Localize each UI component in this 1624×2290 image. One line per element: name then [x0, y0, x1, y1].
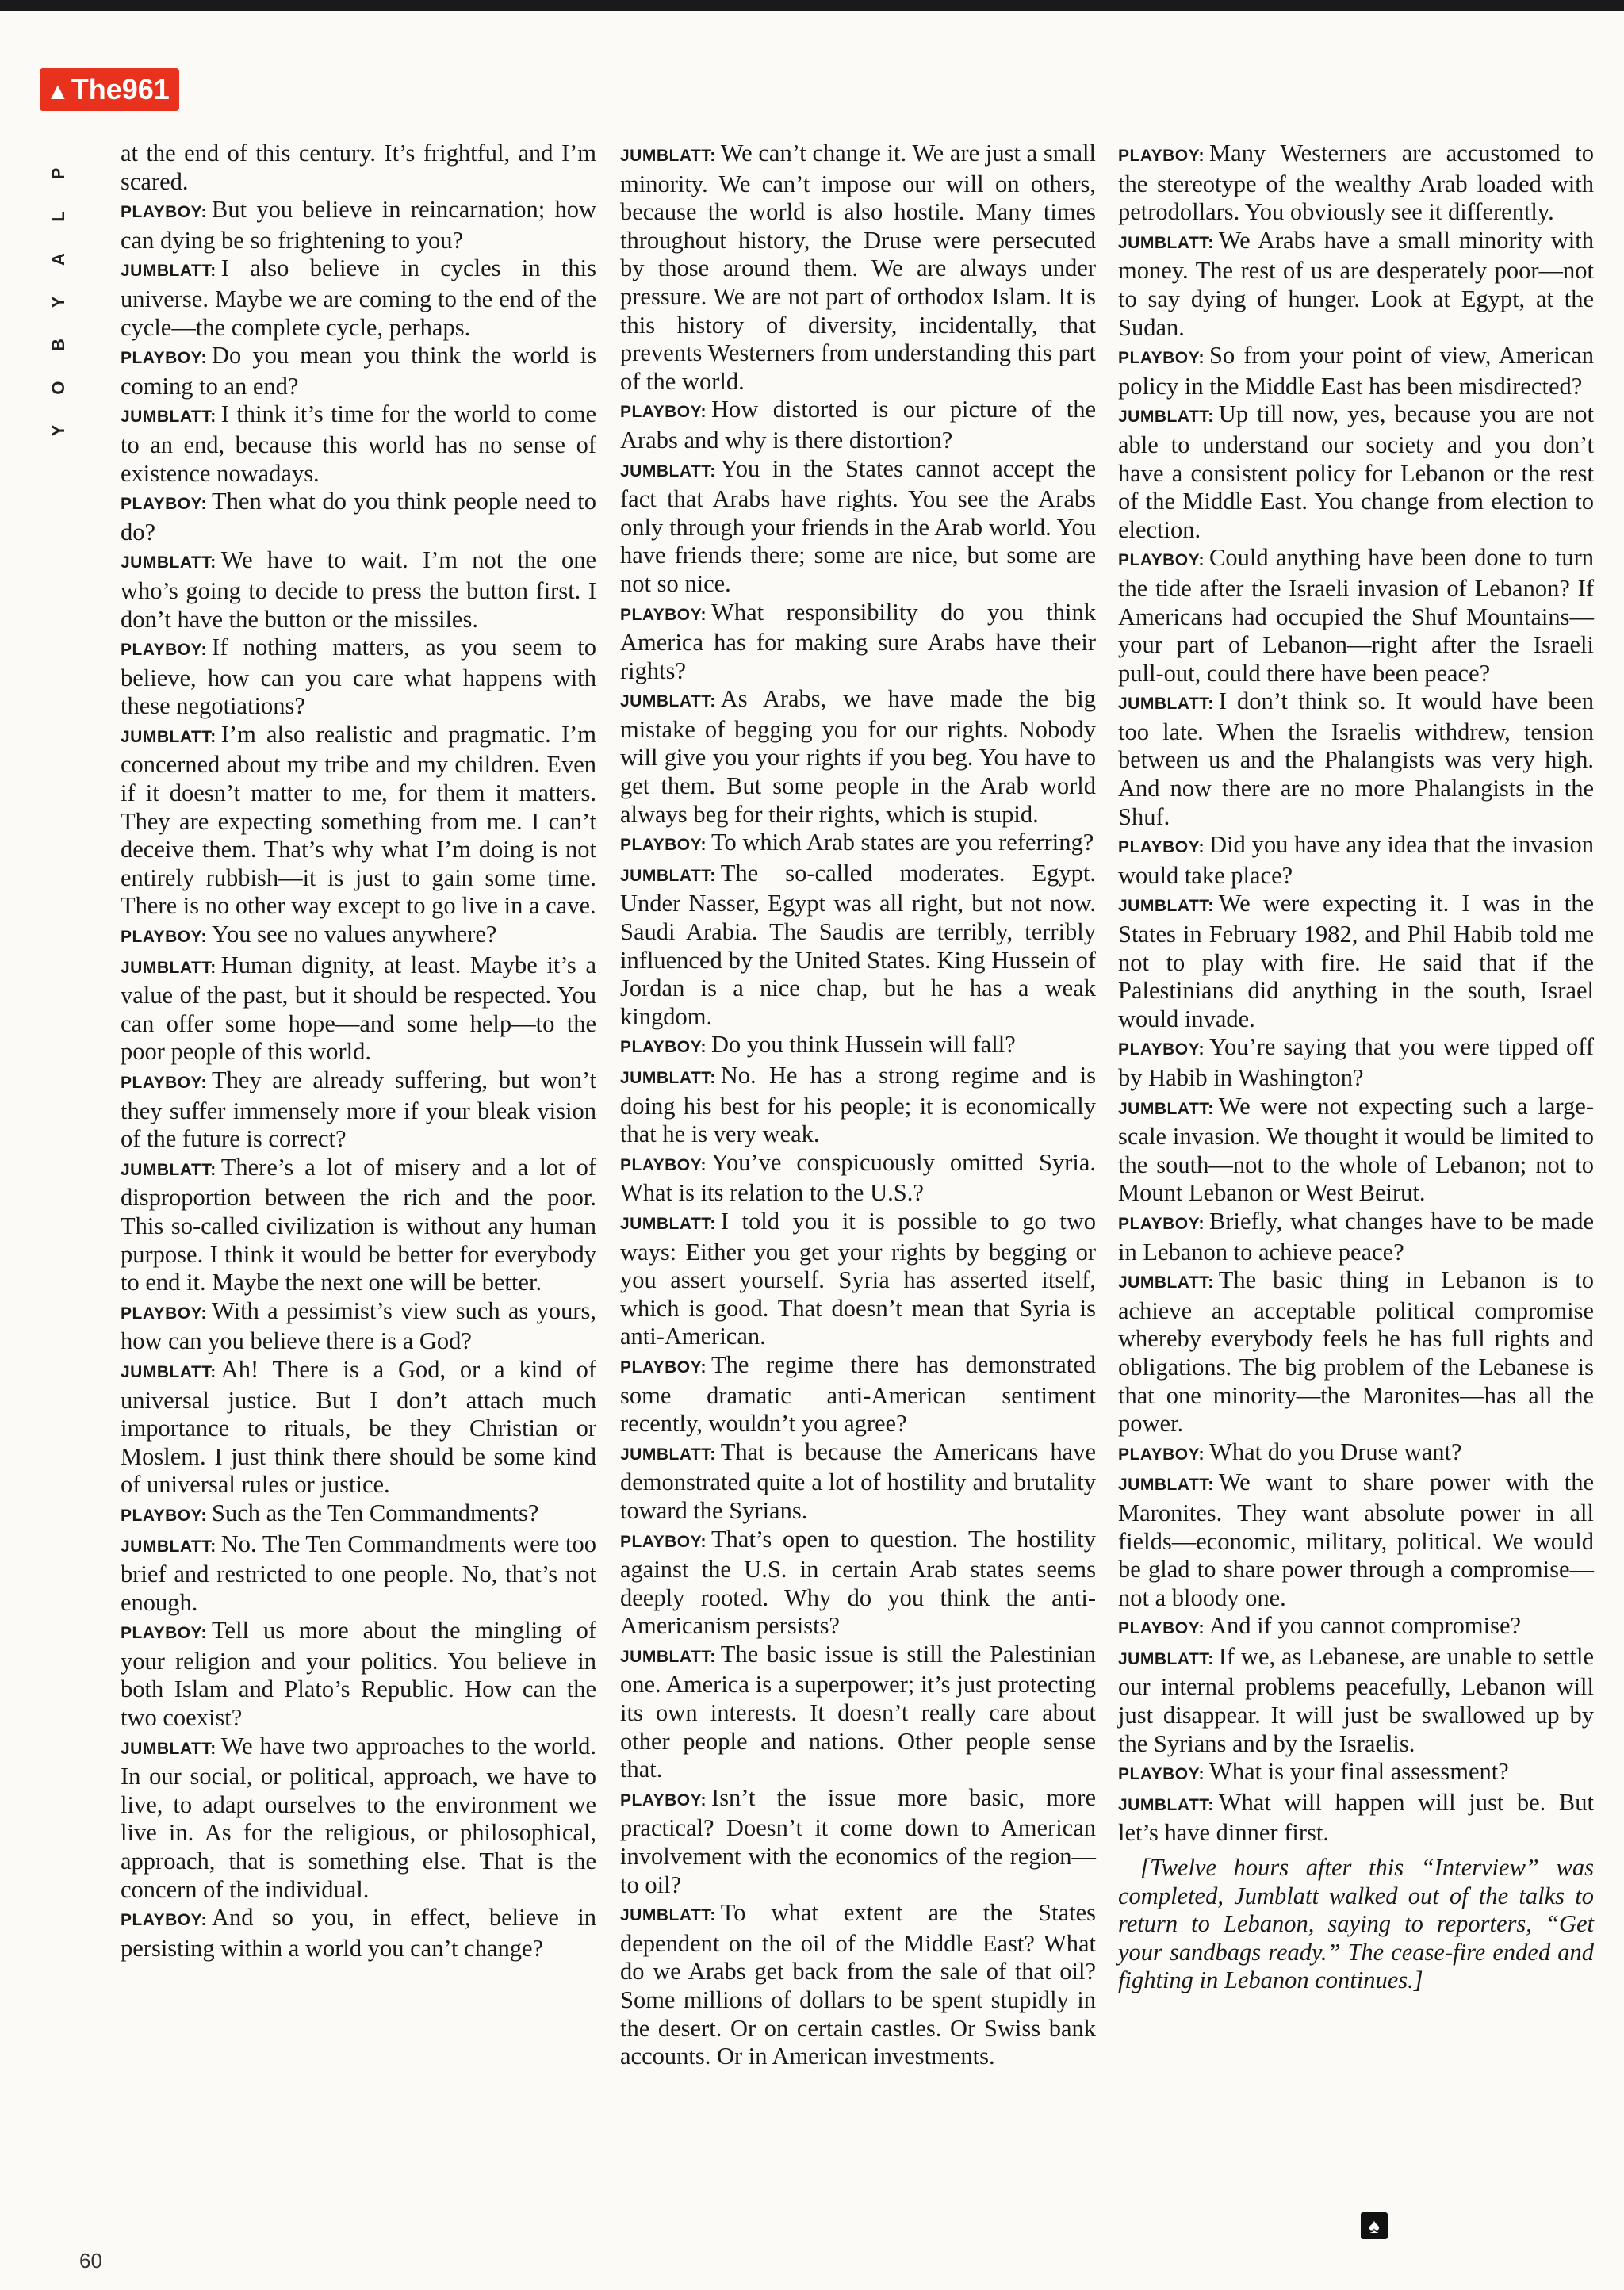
speaker-label: JUMBLATT: — [1118, 695, 1214, 714]
speaker-label: JUMBLATT: — [121, 958, 216, 977]
paragraph-text: I also believe in cycles in this universe. Maybe we are coming to the end of the cycle—the complete cycle, perhaps. — [121, 255, 596, 341]
cedar-icon: ▲ — [46, 79, 70, 105]
paragraph-text: What will happen will just be. But let’s have dinner first. — [1118, 1788, 1594, 1847]
interview-paragraph — [1118, 1469, 1594, 1612]
interview-paragraph — [1118, 1438, 1594, 1469]
vertical-label-letter: Y — [48, 424, 68, 437]
interview-paragraph — [620, 599, 1096, 686]
interview-paragraph — [121, 1297, 596, 1356]
top-rule — [0, 0, 1624, 11]
speaker-label: PLAYBOY: — [121, 349, 208, 368]
speaker-label: PLAYBOY: — [1118, 1445, 1205, 1464]
interview-paragraph — [620, 1526, 1096, 1641]
speaker-label: PLAYBOY: — [121, 928, 208, 947]
vertical-magazine-label — [44, 152, 73, 452]
article-column-1 — [121, 140, 596, 1963]
speaker-label: JUMBLATT: — [1118, 408, 1214, 427]
paragraph-text: You see no values anywhere? — [212, 921, 497, 948]
speaker-label: JUMBLATT: — [121, 553, 216, 572]
paragraph-text: That’s open to question. The hostility against the U.S. in certain Arab states seems deeply rooted. Why do you think the anti-Americanism persists? — [620, 1525, 1096, 1640]
speaker-label: JUMBLATT: — [620, 866, 716, 885]
speaker-label: PLAYBOY: — [620, 1790, 707, 1809]
paragraph-text: Human dignity, at least. Maybe it’s a value of the past, but it should be respected. You can offer some hope—and some help—to the poor people of this world. — [121, 951, 596, 1066]
speaker-label: PLAYBOY: — [1118, 1214, 1205, 1233]
speaker-label: JUMBLATT: — [1118, 1099, 1214, 1118]
paragraph-text: You’ve conspicuously omitted Syria. What is its relation to the U.S.? — [620, 1148, 1096, 1207]
interview-paragraph — [620, 1641, 1096, 1784]
paragraph-text: I’m also realistic and pragmatic. I’m concerned about my tribe and my children. Even if it doesn’t matter to me, for them it matters. They are expecting something from me. I can’t deceive them. That’s why what I’m doing is not entirely rubbish—it is just to gain some time. There is no other way except to go live in a cave. — [121, 720, 596, 920]
interview-paragraph — [620, 1899, 1096, 2071]
speaker-label: PLAYBOY: — [620, 836, 707, 855]
speaker-label: PLAYBOY: — [1118, 349, 1205, 368]
speaker-label: PLAYBOY: — [121, 641, 208, 660]
speaker-label: PLAYBOY: — [121, 495, 208, 514]
speaker-label: JUMBLATT: — [121, 1160, 216, 1179]
speaker-label: JUMBLATT: — [620, 692, 716, 711]
paragraph-text: You’re saying that you were tipped off by Habib in Washington? — [1118, 1033, 1594, 1091]
vertical-label-letter: O — [48, 381, 68, 395]
interview-paragraph — [121, 1733, 596, 1905]
speaker-label: PLAYBOY: — [1118, 1765, 1205, 1784]
paragraph-text: No. The Ten Commandments were too brief and restricted to one people. No, that’s not enough. — [121, 1530, 596, 1616]
interview-paragraph — [121, 1154, 596, 1297]
interview-paragraph — [620, 685, 1096, 829]
speaker-label: JUMBLATT: — [121, 1739, 216, 1758]
interview-paragraph — [121, 1066, 596, 1154]
paragraph-text: Many Westerners are accustomed to the stereotype of the wealthy Arab loaded with petrodollars. You obviously see it differently. — [1118, 140, 1594, 226]
paragraph-text: The so-called moderates. Egypt. Under Nasser, Egypt was all right, but not now. Saudi Arabia. The Saudis are terribly, terribly influenced by the United States. King Hussein of Jordan is a nice chap, but he has a weak kingdom. — [620, 859, 1096, 1030]
paragraph-text: You in the States cannot accept the fact that Arabs have rights. You see the Arabs only through your friends in the Arab world. You have friends there; some are nice, but some are not so nice. — [620, 454, 1096, 597]
speaker-label: JUMBLATT: — [620, 461, 716, 481]
speaker-label: JUMBLATT: — [1118, 1476, 1214, 1495]
speaker-label: PLAYBOY: — [121, 1624, 208, 1643]
paragraph-text: As Arabs, we have made the big mistake of begging you for our rights. Nobody will give you your rights if you beg. You have to get them. But some people in the Arab world always beg for their rights, which is stupid. — [620, 685, 1096, 828]
speaker-label: PLAYBOY: — [1118, 147, 1205, 165]
paragraph-text: We were not expecting such a large-scale invasion. We thought it would be limited to the south—not to the whole of Lebanon; not to Mount Lebanon or West Beirut. — [1118, 1092, 1594, 1207]
interview-paragraph — [121, 1617, 596, 1732]
interview-paragraph — [1118, 1093, 1594, 1208]
interview-paragraph — [620, 455, 1096, 599]
interview-paragraph — [1118, 342, 1594, 400]
interview-paragraph — [121, 400, 596, 488]
vertical-label-letter: P — [48, 167, 68, 180]
vertical-label-letter: A — [48, 253, 68, 266]
article-column-3 — [1118, 140, 1594, 1995]
paragraph-text: How distorted is our picture of the Arabs and why is there distortion? — [620, 396, 1096, 454]
paragraph-text: I think it’s time for the world to come to an end, because this world has no sense of existence nowadays. — [121, 400, 596, 487]
interview-paragraph — [1118, 1208, 1594, 1266]
paragraph-text: Did you have any idea that the invasion would take place? — [1118, 831, 1594, 889]
interview-paragraph — [1118, 227, 1594, 342]
paragraph-text: With a pessimist’s view such as yours, how can you believe there is a God? — [121, 1296, 596, 1355]
interview-paragraph — [620, 860, 1096, 1032]
interview-paragraph — [620, 396, 1096, 454]
vertical-label-letter: L — [48, 211, 68, 222]
interview-paragraph — [121, 255, 596, 342]
interview-paragraph — [1118, 1033, 1594, 1092]
site-logo[interactable] — [40, 68, 179, 111]
speaker-label: JUMBLATT: — [620, 1445, 716, 1464]
paragraph-text: We have two approaches to the world. In our social, or political, approach, we have to live, to adapt ourselves to the environment we live in. As for the religious, or philosophical, approach, that is something else. That is the concern of the individual. — [121, 1732, 596, 1903]
speaker-label: JUMBLATT: — [1118, 897, 1214, 916]
speaker-label: JUMBLATT: — [121, 727, 216, 746]
paragraph-text: Do you mean you think the world is coming to an end? — [121, 342, 596, 400]
paragraph-text: Ah! There is a God, or a kind of universal justice. But I don’t attach much importance to rituals, be they Christian or Moslem. I just think there should be some kind of universal rules or justice. — [121, 1355, 596, 1499]
interview-paragraph — [1118, 1758, 1594, 1789]
speaker-label: JUMBLATT: — [620, 1069, 716, 1087]
interview-paragraph — [1118, 1789, 1594, 1848]
paragraph-text: What do you Druse want? — [1209, 1438, 1462, 1465]
interview-paragraph — [620, 1438, 1096, 1526]
interview-paragraph — [121, 634, 596, 721]
paragraph-text: Tell us more about the mingling of your religion and your politics. You believe in both Islam and Plato’s Republic. How can the two coexist? — [121, 1617, 596, 1732]
speaker-label: PLAYBOY: — [620, 1038, 707, 1057]
paragraph-text: No. He has a strong regime and is doing his best for his people; it is economically that he is very weak. — [620, 1062, 1096, 1148]
speaker-label: JUMBLATT: — [620, 1906, 716, 1925]
speaker-label: PLAYBOY: — [121, 1074, 208, 1092]
interview-paragraph — [121, 546, 596, 634]
paragraph-text: Could anything have been done to turn the tide after the Israeli invasion of Lebanon? If Americans had occupied the Shuf Mountains—your part of Lebanon—right after the Israeli pull-out, could there have been peace? — [1118, 544, 1594, 687]
paragraph-text: To what extent are the States dependent on the oil of the Middle East? What do we Arabs get back from the sale of that oil? Some millions of dollars to be spent stupidly in the desert. Or on certain castles. Or Swiss bank accounts. Or in American investments. — [620, 1899, 1096, 2070]
paragraph-text: I told you it is possible to go two ways: Either you get your rights by begging or you assert yourself. Syria has asserted itself, which is good. That doesn’t mean that Syria is anti-American. — [620, 1207, 1096, 1350]
logo-text: The961 — [71, 73, 170, 105]
paragraph-text: If we, as Lebanese, are unable to settle our internal problems peacefully, Lebanon will just disappear. It will just be swallowed up by the Syrians and by the Israelis. — [1118, 1642, 1594, 1757]
interview-paragraph — [1118, 1266, 1594, 1438]
paragraph-text: at the end of this century. It’s frightful, and I’m scared. — [121, 140, 596, 195]
interview-paragraph — [121, 196, 596, 255]
paragraph-text: Do you think Hussein will fall? — [711, 1031, 1016, 1059]
vertical-label-letter: B — [48, 339, 68, 351]
paragraph-text: We want to share power with the Maronites. They want absolute power in all fields—economic, military, political. We would be glad to share power through a compromise—not a bloody one. — [1118, 1469, 1594, 1611]
interview-paragraph — [121, 921, 596, 952]
speaker-label: PLAYBOY: — [620, 403, 707, 422]
paragraph-text: And if you cannot compromise? — [1209, 1612, 1522, 1640]
speaker-label: PLAYBOY: — [1118, 838, 1205, 857]
interview-paragraph — [620, 1062, 1096, 1149]
interview-paragraph — [1118, 831, 1594, 890]
speaker-label: PLAYBOY: — [620, 1358, 707, 1377]
interview-paragraph — [1118, 687, 1594, 831]
paragraph-text: But you believe in reincarnation; how can dying be so frightening to you? — [121, 196, 596, 254]
vertical-label-letter: Y — [48, 296, 68, 308]
paragraph-text: Such as the Ten Commandments? — [212, 1499, 539, 1526]
interview-paragraph — [1118, 140, 1594, 227]
speaker-label: PLAYBOY: — [1118, 551, 1205, 570]
paragraph-text: I don’t think so. It would have been too late. When the Israelis withdrew, tension between us and the Phalangists was very high. And now there are no more Phalangists in the Shuf. — [1118, 687, 1594, 830]
speaker-label: PLAYBOY: — [121, 1506, 208, 1525]
closing-editor-note: [Twelve hours after this “Interview” was completed, Jumblatt walked out of the talks to return to Lebanon, saying to reporters, “Get your sandbags ready.” The cease-fire ended and fighting in Lebanon continues.] — [1118, 1854, 1594, 1994]
speaker-label: PLAYBOY: — [121, 203, 208, 222]
interview-paragraph — [121, 140, 596, 196]
paragraph-text: Up till now, yes, because you are not able to understand our society and you don’t have a consistent policy for Lebanon or the rest of the Middle East. You change from election to election. — [1118, 400, 1594, 543]
article-column-2 — [620, 140, 1096, 2071]
paragraph-text: What responsibility do you think America has for making sure Arabs have their rights? — [620, 598, 1096, 684]
paragraph-text: We have to wait. I’m not the one who’s going to decide to press the button first. I don’t have the button or the missiles. — [121, 546, 596, 633]
interview-paragraph — [1118, 1612, 1594, 1643]
interview-paragraph — [1118, 1643, 1594, 1758]
interview-paragraph — [121, 1356, 596, 1499]
paragraph-text: There’s a lot of misery and a lot of disproportion between the rich and the poor. This so-called civilization is without any human purpose. I think it would be better for everybody to end it. Maybe the next one will be better. — [121, 1153, 596, 1296]
speaker-label: JUMBLATT: — [121, 1362, 216, 1381]
interview-paragraph — [1118, 890, 1594, 1033]
speaker-label: PLAYBOY: — [620, 1155, 707, 1174]
speaker-label: PLAYBOY: — [121, 1304, 208, 1323]
paragraph-text: So from your point of view, American policy in the Middle East has been misdirected? — [1118, 342, 1594, 400]
interview-paragraph — [620, 1149, 1096, 1208]
speaker-label: PLAYBOY: — [121, 1911, 208, 1930]
speaker-label: JUMBLATT: — [1118, 1649, 1214, 1668]
speaker-label: JUMBLATT: — [620, 147, 716, 165]
paragraph-text: Isn’t the issue more basic, more practical? Doesn’t it come down to American involvement with the economics of the region—to oil? — [620, 1783, 1096, 1898]
paragraph-text: Then what do you think people need to do? — [121, 488, 596, 546]
paragraph-text: We were expecting it. I was in the States in February 1982, and Phil Habib told me not to play with fire. He said that if the Palestinians did anything in the south, Israel would invade. — [1118, 890, 1594, 1032]
paragraph-text: The basic issue is still the Palestinian one. America is a superpower; it’s just protecting its own interests. It doesn’t really care about other people and nations. Other people sense that. — [620, 1640, 1096, 1783]
interview-paragraph — [620, 829, 1096, 860]
interview-paragraph — [121, 1904, 596, 1963]
paragraph-text: And so you, in effect, believe in persisting within a world you can’t change? — [121, 1904, 596, 1962]
interview-paragraph — [121, 721, 596, 921]
speaker-label: PLAYBOY: — [1118, 1040, 1205, 1059]
speaker-label: PLAYBOY: — [1118, 1619, 1205, 1638]
interview-paragraph — [121, 488, 596, 546]
speaker-label: PLAYBOY: — [620, 1532, 707, 1551]
speaker-label: JUMBLATT: — [1118, 1795, 1214, 1814]
interview-paragraph — [620, 140, 1096, 396]
paragraph-text: The regime there has demonstrated some dramatic anti-American sentiment recently, wouldn’t you agree? — [620, 1350, 1096, 1438]
interview-paragraph — [121, 1530, 596, 1618]
speaker-label: JUMBLATT: — [121, 262, 216, 281]
interview-paragraph — [1118, 544, 1594, 687]
interview-paragraph — [620, 1351, 1096, 1438]
interview-paragraph — [121, 952, 596, 1066]
paragraph-text: We Arabs have a small minority with money. The rest of us are desperately poor—not to say dying of hunger. Look at Egypt, at the Sudan. — [1118, 226, 1594, 341]
speaker-label: JUMBLATT: — [620, 1214, 716, 1233]
page-number: 60 — [79, 2249, 102, 2273]
speaker-label: JUMBLATT: — [121, 408, 216, 427]
paragraph-text: Briefly, what changes have to be made in Lebanon to achieve peace? — [1118, 1207, 1594, 1266]
playboy-bunny-icon: ♠ — [1361, 2212, 1388, 2239]
speaker-label: JUMBLATT: — [1118, 1273, 1214, 1292]
paragraph-text: If nothing matters, as you seem to believe, how can you care what happens with these negotiations? — [121, 634, 596, 720]
interview-paragraph — [121, 1499, 596, 1530]
speaker-label: JUMBLATT: — [1118, 233, 1214, 252]
paragraph-text: They are already suffering, but won’t they suffer immensely more if your bleak vision of the future is correct? — [121, 1066, 596, 1153]
paragraph-text: What is your final assessment? — [1209, 1758, 1509, 1786]
interview-paragraph — [620, 1208, 1096, 1351]
interview-paragraph — [121, 342, 596, 400]
speaker-label: JUMBLATT: — [620, 1647, 716, 1666]
paragraph-text: That is because the Americans have demonstrated quite a lot of hostility and brutality toward the Syrians. — [620, 1438, 1096, 1524]
interview-paragraph — [620, 1784, 1096, 1899]
speaker-label: JUMBLATT: — [121, 1537, 216, 1556]
paragraph-text: The basic thing in Lebanon is to achieve an acceptable political compromise whereby everybody feels he has full rights and obligations. The big problem of the Lebanese is that one minority—the Maronites—has all the power. — [1118, 1266, 1594, 1438]
interview-paragraph — [620, 1031, 1096, 1062]
paragraph-text: We can’t change it. We are just a small minority. We can’t impose our will on others, because the world is also hostile. Many times throughout history, the Druse were persecuted by those around them. We are always under pressure. We are not part of orthodox Islam. It is this history of diversity, incidentally, that prevents Westerners from understanding this part of the world. — [620, 140, 1096, 395]
paragraph-text: To which Arab states are you referring? — [711, 829, 1094, 856]
interview-paragraph — [1118, 400, 1594, 544]
speaker-label: PLAYBOY: — [620, 605, 707, 624]
